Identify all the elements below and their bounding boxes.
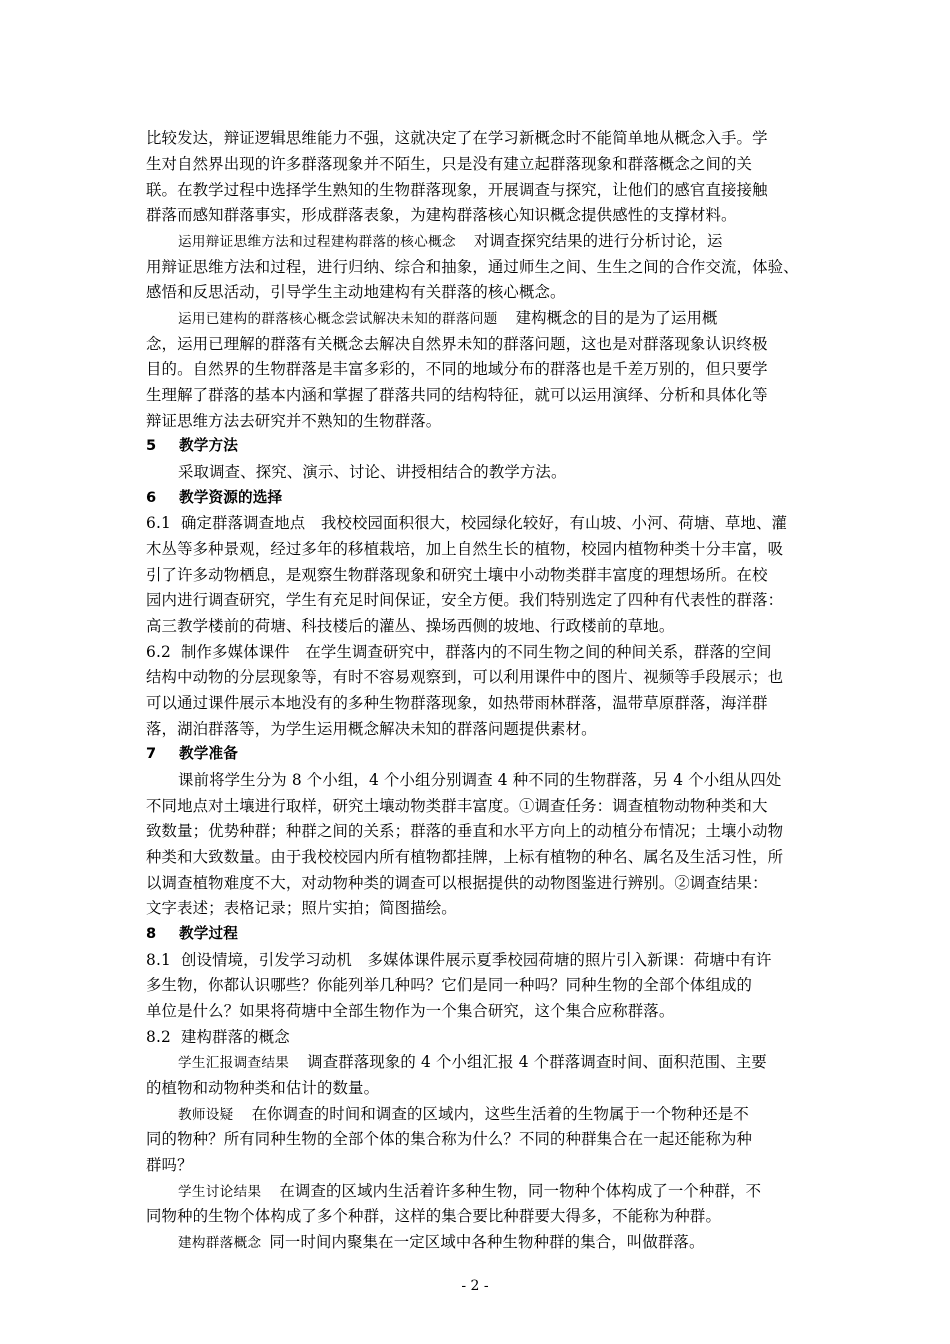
subsection-line: 6.1 确定群落调查地点 我校校园面积很大，校园绿化较好，有山坡、小河、荷塘、草地、灌 bbox=[146, 514, 788, 532]
paragraph-line: 群落而感知群落事实，形成群落表象，为建构群落核心知识概念提供感性的支撑材料。 bbox=[146, 206, 737, 224]
paragraph-line: 高三教学楼前的荷塘、科技楼后的灌丛、操场西侧的坡地、行政楼前的草地。 bbox=[146, 617, 675, 635]
paragraph-line: 木丛等多种景观，经过多年的移植栽培，加上自然生长的植物，校园内植物种类十分丰富，吸 bbox=[146, 540, 784, 558]
paragraph-line: 课前将学生分为 8 个小组，4 个小组分别调查 4 种不同的生物群落，另 4 个小组从四处 bbox=[178, 771, 782, 789]
paragraph-line: 采取调查、探究、演示、讨论、讲授相结合的教学方法。 bbox=[178, 463, 567, 481]
paragraph-line: 念，运用已理解的群落有关概念去解决自然界未知的群落问题，这也是对群落现象认识终极 bbox=[146, 335, 768, 353]
paragraph-line: 落，湖泊群落等，为学生运用概念解决未知的群落问题提供素材。 bbox=[146, 720, 597, 738]
paragraph-line: 感悟和反思活动，引导学生主动地建构有关群落的核心概念。 bbox=[146, 283, 566, 301]
section-heading: 5 教学方法 bbox=[146, 437, 238, 454]
subsection-line: 8.2 建构群落的概念 bbox=[146, 1028, 290, 1046]
subheading-keyword: 学生汇报调查结果 bbox=[178, 1055, 290, 1071]
paragraph-line: 群吗？ bbox=[146, 1156, 193, 1174]
subheading-keyword: 建构群落概念 bbox=[178, 1235, 262, 1251]
section-heading: 6 教学资源的选择 bbox=[146, 489, 283, 506]
subheading-keyword: 运用辩证思维方法和过程建构群落的核心概念 bbox=[178, 234, 456, 250]
paragraph-line: 种类和大致数量。由于我校校园内所有植物都挂牌，上标有植物的种名、属名及生活习性，所 bbox=[146, 848, 784, 866]
paragraph-line: 生对自然界出现的许多群落现象并不陌生，只是没有建立起群落现象和群落概念之间的关 bbox=[146, 155, 753, 173]
paragraph-line: 引了许多动物栖息，是观察生物群落现象和研究土壤中小动物类群丰富度的理想场所。在校 bbox=[146, 566, 768, 584]
paragraph-line: 同的物种？所有同种生物的全部个体的集合称为什么？不同的种群集合在一起还能称为种 bbox=[146, 1130, 753, 1148]
paragraph-line: 学生汇报调查结果 调查群落现象的 4 个小组汇报 4 个群落调查时间、面积范围、主要 bbox=[178, 1053, 767, 1071]
subheading-keyword: 教师设疑 bbox=[178, 1107, 234, 1123]
subsection-line: 6.2 制作多媒体课件 在学生调查研究中，群落内的不同生物之间的种间关系，群落的空间 bbox=[146, 643, 772, 661]
paragraph-line: 以调查植物难度不大，对动物种类的调查可以根据提供的动物图鉴进行辨别。②调查结果： bbox=[146, 874, 768, 892]
paragraph-line: 致数量；优势种群；种群之间的关系；群落的垂直和水平方向上的动植分布情况；土壤小动物 bbox=[146, 822, 784, 840]
paragraph-line: 用辩证思维方法和过程，进行归纳、综合和抽象，通过师生之间、生生之间的合作交流，体验、 bbox=[146, 258, 799, 276]
paragraph-line: 目的。自然界的生物群落是丰富多彩的，不同的地域分布的群落也是千差万别的，但只要学 bbox=[146, 360, 768, 378]
subsection-line: 8.1 创设情境，引发学习动机 多媒体课件展示夏季校园荷塘的照片引入新课：荷塘中有许 bbox=[146, 951, 772, 969]
paragraph-line: 的植物和动物种类和估计的数量。 bbox=[146, 1079, 380, 1097]
paragraph-line: 建构群落概念 同一时间内聚集在一定区域中各种生物种群的集合，叫做群落。 bbox=[178, 1233, 705, 1251]
section-heading: 7 教学准备 bbox=[146, 745, 238, 762]
section-heading: 8 教学过程 bbox=[146, 925, 238, 942]
paragraph-line: 可以通过课件展示本地没有的多种生物群落现象，如热带雨林群落，温带草原群落，海洋群 bbox=[146, 694, 768, 712]
paragraph-line: 辩证思维方法去研究并不熟知的生物群落。 bbox=[146, 412, 442, 430]
paragraph-line: 比较发达，辩证逻辑思维能力不强，这就决定了在学习新概念时不能简单地从概念入手。学 bbox=[146, 129, 768, 147]
paragraph-line: 运用已建构的群落核心概念尝试解决未知的群落问题 建构概念的目的是为了运用概 bbox=[178, 309, 718, 327]
paragraph-line: 文字表述；表格记录；照片实拍；简图描绘。 bbox=[146, 899, 457, 917]
paragraph-line: 多生物，你都认识哪些？你能列举几种吗？它们是同一种吗？同种生物的全部个体组成的 bbox=[146, 976, 753, 994]
paragraph-line: 园内进行调查研究，学生有充足时间保证，安全方便。我们特别选定了四种有代表性的群落： bbox=[146, 591, 784, 609]
paragraph-line: 教师设疑 在你调查的时间和调查的区域内，这些生活着的生物属于一个物种还是不 bbox=[178, 1105, 749, 1123]
paragraph-line: 学生讨论结果 在调查的区域内生活着许多种生物，同一物种个体构成了一个种群，不 bbox=[178, 1182, 762, 1200]
paragraph-line: 单位是什么？如果将荷塘中全部生物作为一个集合研究，这个集合应称群落。 bbox=[146, 1002, 675, 1020]
subheading-keyword: 运用已建构的群落核心概念尝试解决未知的群落问题 bbox=[178, 311, 498, 327]
paragraph-line: 结构中动物的分层现象等，有时不容易观察到，可以利用课件中的图片、视频等手段展示；也 bbox=[146, 668, 784, 686]
paragraph-line: 同物种的生物个体构成了多个种群，这样的集合要比种群要大得多，不能称为种群。 bbox=[146, 1207, 722, 1225]
paragraph-line: 生理解了群落的基本内涵和掌握了群落共同的结构特征，就可以运用演绎、分析和具体化等 bbox=[146, 386, 768, 404]
subheading-keyword: 学生讨论结果 bbox=[178, 1184, 262, 1200]
paragraph-line: 不同地点对土壤进行取样，研究土壤动物类群丰富度。①调查任务：调查植物动物种类和大 bbox=[146, 797, 768, 815]
paragraph-line: 运用辩证思维方法和过程建构群落的核心概念 对调查探究结果的进行分析讨论，运 bbox=[178, 232, 723, 250]
page-number: - 2 - bbox=[461, 1278, 489, 1294]
paragraph-line: 联。在教学过程中选择学生熟知的生物群落现象，开展调查与探究，让他们的感官直接接触 bbox=[146, 181, 768, 199]
